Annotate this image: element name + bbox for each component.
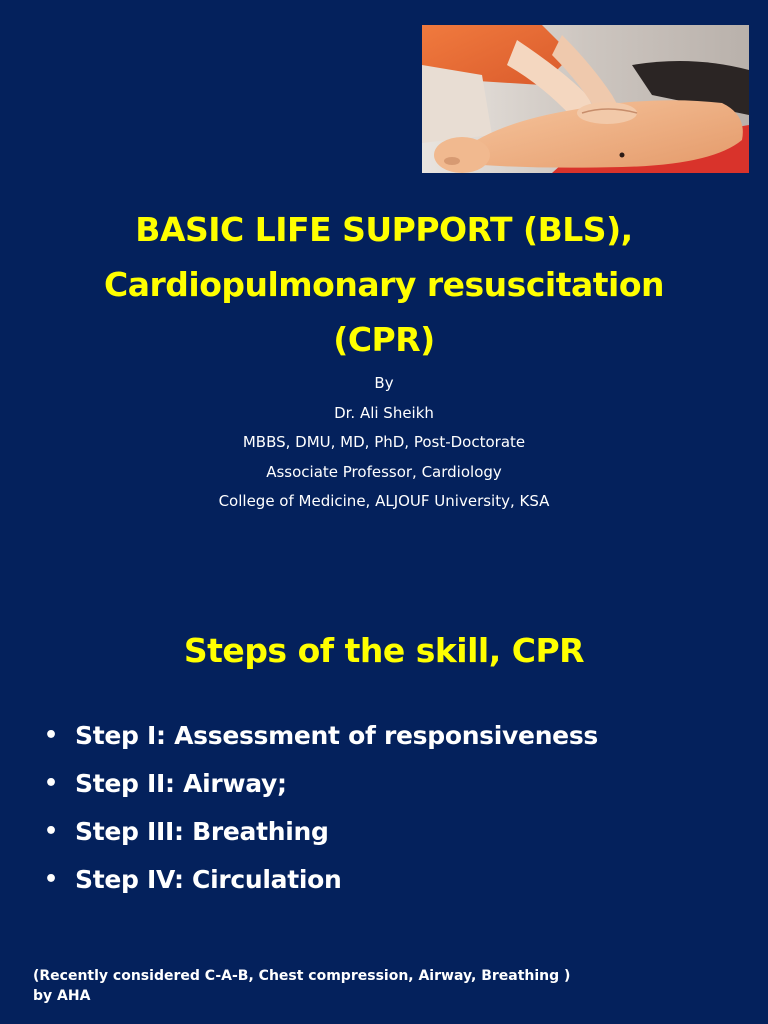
footnote-line-2: by AHA [33, 988, 91, 1004]
step-item [44, 808, 598, 856]
bullet-icon: • [44, 867, 58, 892]
main-title [40, 202, 728, 367]
title-line-1: BASIC LIFE SUPPORT (BLS), [135, 210, 633, 249]
author-block [84, 369, 684, 512]
cpr-photo-illustration [422, 25, 749, 173]
steps-slide [0, 512, 768, 1024]
step-text: Step II: Airway; [75, 769, 287, 798]
steps-list [44, 712, 598, 904]
bullet-icon: • [44, 723, 58, 748]
bullet-icon: • [44, 819, 58, 844]
bullet-icon: • [44, 771, 58, 796]
title-line-2: Cardiopulmonary resuscitation [104, 265, 664, 304]
steps-title: Steps of the skill, CPR [183, 631, 585, 670]
author-position: Associate Professor, Cardiology [266, 462, 502, 481]
step-item [44, 760, 598, 808]
step-text: Step III: Breathing [75, 817, 329, 846]
title-line-3: (CPR) [333, 320, 435, 359]
step-item [44, 856, 598, 904]
author-degrees: MBBS, DMU, MD, PhD, Post-Doctorate [242, 433, 526, 452]
footnote-line-1: (Recently considered C-A-B, Chest compression, Airway, Breathing ) [33, 968, 571, 984]
step-text: Step IV: Circulation [75, 865, 342, 894]
step-item [44, 712, 598, 760]
author-by: By [374, 374, 394, 392]
footnote [33, 966, 733, 1006]
step-text: Step I: Assessment of responsiveness [75, 721, 599, 750]
author-name: Dr. Ali Sheikh [334, 403, 434, 422]
author-institution: College of Medicine, ALJOUF University, KSA [218, 492, 550, 511]
cpr-photo [422, 25, 749, 173]
